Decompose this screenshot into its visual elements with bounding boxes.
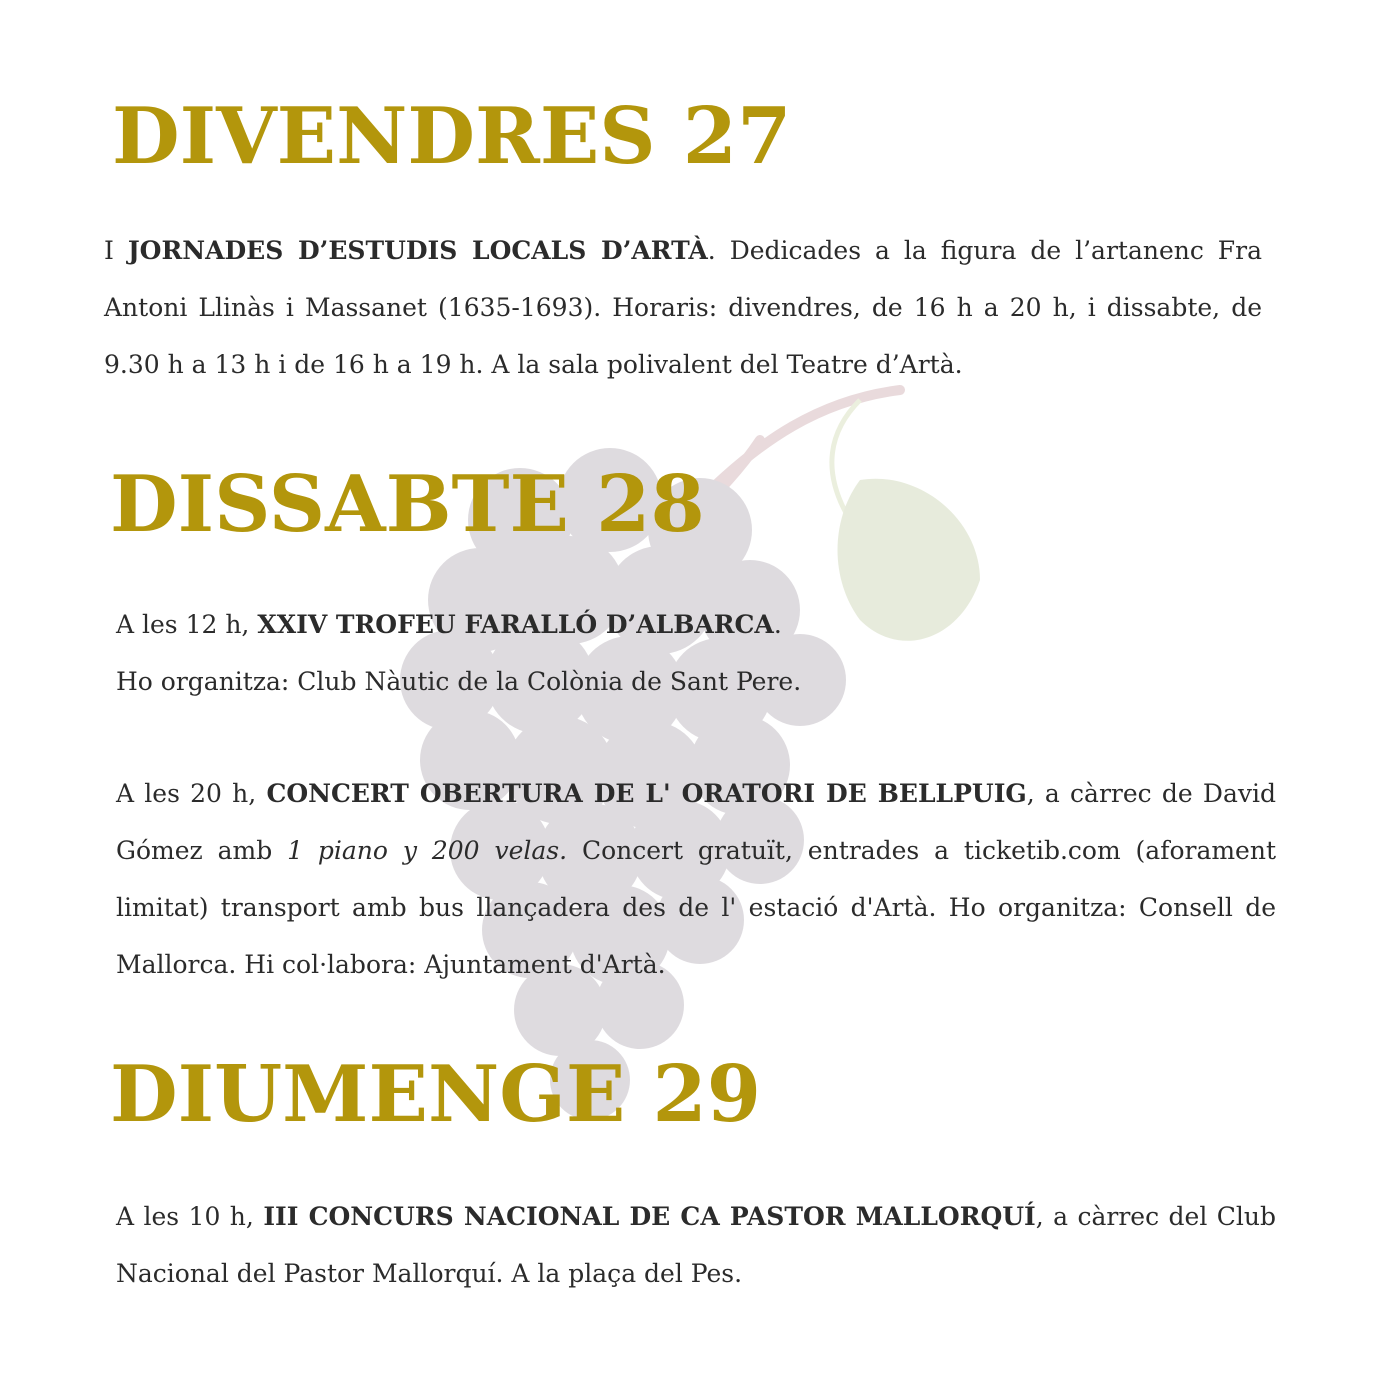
dissabte-event-2-title: CONCERT OBERTURA DE L' ORATORI DE BELLPUIG [266,779,1027,808]
heading-dissabte: DISSABTE 28 [110,459,705,550]
divendres-description: . Dedicades a la figura de l’artanenc Fra Antoni Llinàs i Massanet (1635-1693). Horaris: divendres, de 16 h a 20 h, i dissabte, de 9.30 h a 13 h i de 16 h a 19 h. A la sala polivalent del Teatre d’Artà. [104,236,1263,379]
dissabte-event-1-title: XXIV TROFEU FARALLÓ D’ALBARCA [257,610,774,639]
dissabte-event-2-intro: A les 20 h, [116,779,267,808]
divendres-intro: I [104,236,128,265]
heading-divendres: DIVENDRES 27 [112,91,792,182]
dissabte-event-2-text-b: Concert gratuït, entrades a ticketib.com (aforament limitat) transport amb bus llançadera des de l' estació d'Artà. Ho organitza: Consell de Mallorca. Hi col·labora: Ajuntament d'Artà. [116,836,1277,979]
dissabte-event-2 [116,765,1276,993]
dissabte-event-1-organizer: Ho organitza: Club Nàutic de la Colònia de Sant Pere. [116,667,802,696]
dissabte-event-1-intro: A les 12 h, [116,610,258,639]
diumenge-paragraph [116,1188,1276,1302]
divendres-event-title: JORNADES D’ESTUDIS LOCALS D’ARTÀ [127,236,708,265]
dissabte-event-1 [116,596,1276,710]
heading-diumenge: DIUMENGE 29 [110,1049,762,1140]
dissabte-event-1-end: . [773,610,782,639]
diumenge-intro: A les 10 h, [116,1202,264,1231]
diumenge-description: , a càrrec del Club Nacional del Pastor Mallorquí. A la plaça del Pes. [116,1202,1277,1288]
divendres-paragraph [104,222,1262,393]
dissabte-event-2-italic: 1 piano y 200 velas. [287,836,568,865]
dissabte-event-2-text-a: , a càrrec de David Gómez amb [116,779,1276,865]
diumenge-event-title: III CONCURS NACIONAL DE CA PASTOR MALLORQUÍ [263,1202,1036,1231]
